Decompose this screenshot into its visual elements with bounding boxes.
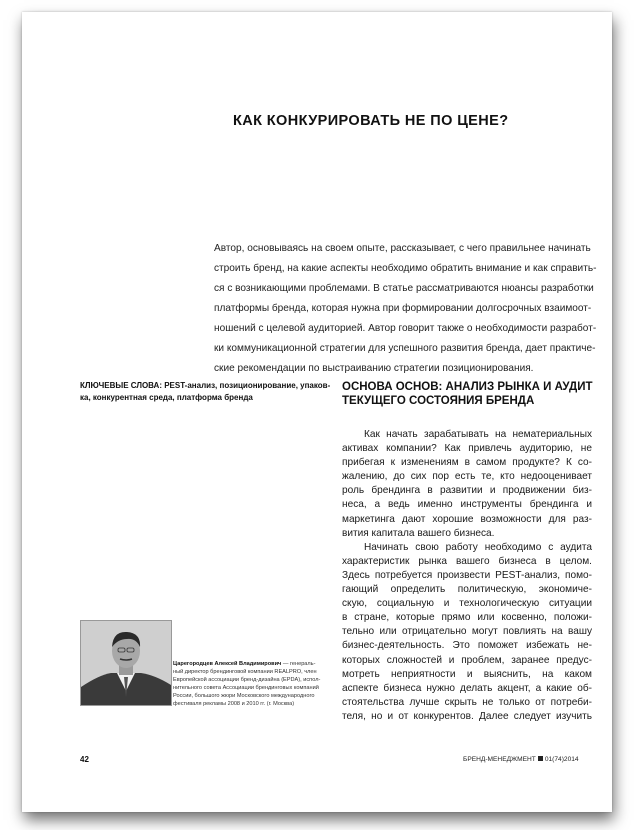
body-line: стоятельства лучше скрыть не только от потреби- [342,696,592,708]
keywords-label: КЛЮЧЕВЫЕ СЛОВА: [80,381,162,390]
section-heading [342,380,602,408]
abstract-line: ки коммуникационной стратегии для успешного развития бренда, дает практиче- [214,343,596,354]
body-line: характеристик рынка вашего бизнеса в целом. [342,555,592,567]
caption-line: ный директор брендинговой компании REALPRO, член [173,669,317,676]
section-heading-line: ТЕКУЩЕГО СОСТОЯНИЯ БРЕНДА [342,395,535,407]
body-line: теля, но и от конкурентов. Далее следует изучить [342,710,592,722]
abstract-line: ские рекомендации по выстраиванию стратегии позиционирования. [214,363,534,374]
author-name: Царегородцев Алексей Владимирович [173,661,282,667]
caption-line: России, большого жюри Московского международного [173,693,315,700]
abstract-line: ся с возникающими проблемами. В статье рассматриваются нюансы разработки [214,283,594,294]
body-line: которых сложностей и проблем, заранее предус- [342,654,592,666]
body-line: скую, социальную и технологическую ситуации [342,598,592,610]
body-line: прибегая к изменениям в самом продукте? К со- [342,457,592,469]
body-text [342,428,592,724]
abstract-line: Автор, основываясь на своем опыте, рассказывает, с чего правильнее начинать [214,243,591,254]
article-title: КАК КОНКУРИРОВАТЬ НЕ ПО ЦЕНЕ? [233,113,509,129]
square-bullet-icon [538,756,543,761]
article-abstract [214,239,597,379]
caption-line: — генераль- [281,661,316,667]
abstract-line: ношений с целевой аудиторией. Автор говорит также о необходимости разработ- [214,323,597,334]
caption-line: фестиваля рекламы 2008 и 2010 гг. (г. Москва) [173,701,295,708]
magazine-page [22,12,612,812]
body-line: тельно или отрицательно могут повлиять на вашу [342,626,592,638]
body-line: мотреть неприятности и выяснить, на каком [342,668,592,680]
body-line: Начинать свою работу необходимо с аудита [364,541,592,553]
body-line: маркетинга дают хорошие возможности для раз- [342,513,592,525]
body-line: Как начать зарабатывать на нематериальных [364,429,592,440]
author-caption [173,660,325,709]
keywords-block [80,380,331,403]
body-line: вития капитала вашего бизнеса. [342,527,495,539]
body-line: бизнес-деятельность. Это поможет избежать не- [342,640,592,652]
author-photo [80,620,172,706]
section-heading-line: ОСНОВА ОСНОВ: АНАЛИЗ РЫНКА И АУДИТ [342,381,593,393]
abstract-line: строить бренд, на какие аспекты необходимо обратить внимание и как справить- [214,263,597,274]
body-line: активах компании? Как привлечь аудиторию, не [342,443,592,455]
body-line: жалению, до сих пор есть те, кто недооценивает [342,471,592,483]
keywords-text: PEST-анализ, позиционирование, упаков- [162,381,331,390]
keywords-text: ка, конкурентная среда, платформа бренда [80,392,253,402]
body-line: Здесь потребуется произвести PEST-анализ, помо- [342,569,592,581]
body-line: гающий определить политическую, экономиче- [342,584,592,596]
body-line: в стране, которые прямо или косвенно, положи- [342,612,592,624]
caption-line: нительного совета Ассоциации брендинговых компаний [173,685,319,692]
abstract-line: платформы бренда, которая нужна при формировании долгосрочных взаимоот- [214,303,592,314]
journal-footer [463,756,579,763]
journal-name: БРЕНД-МЕНЕДЖМЕНТ [463,756,536,763]
journal-issue: 01(74)2014 [544,756,579,763]
page-number: 42 [80,755,89,764]
caption-line: Европейской ассоциации бренд-дизайна (EPDA), испол- [173,677,321,684]
body-line: аспекте бизнеса нужно делать акцент, а какие об- [342,682,592,694]
body-line: роль брендинга в развитии и продвижении биз- [342,485,592,497]
body-line: неса, а ведь именно инструменты брендинга и [342,499,592,511]
